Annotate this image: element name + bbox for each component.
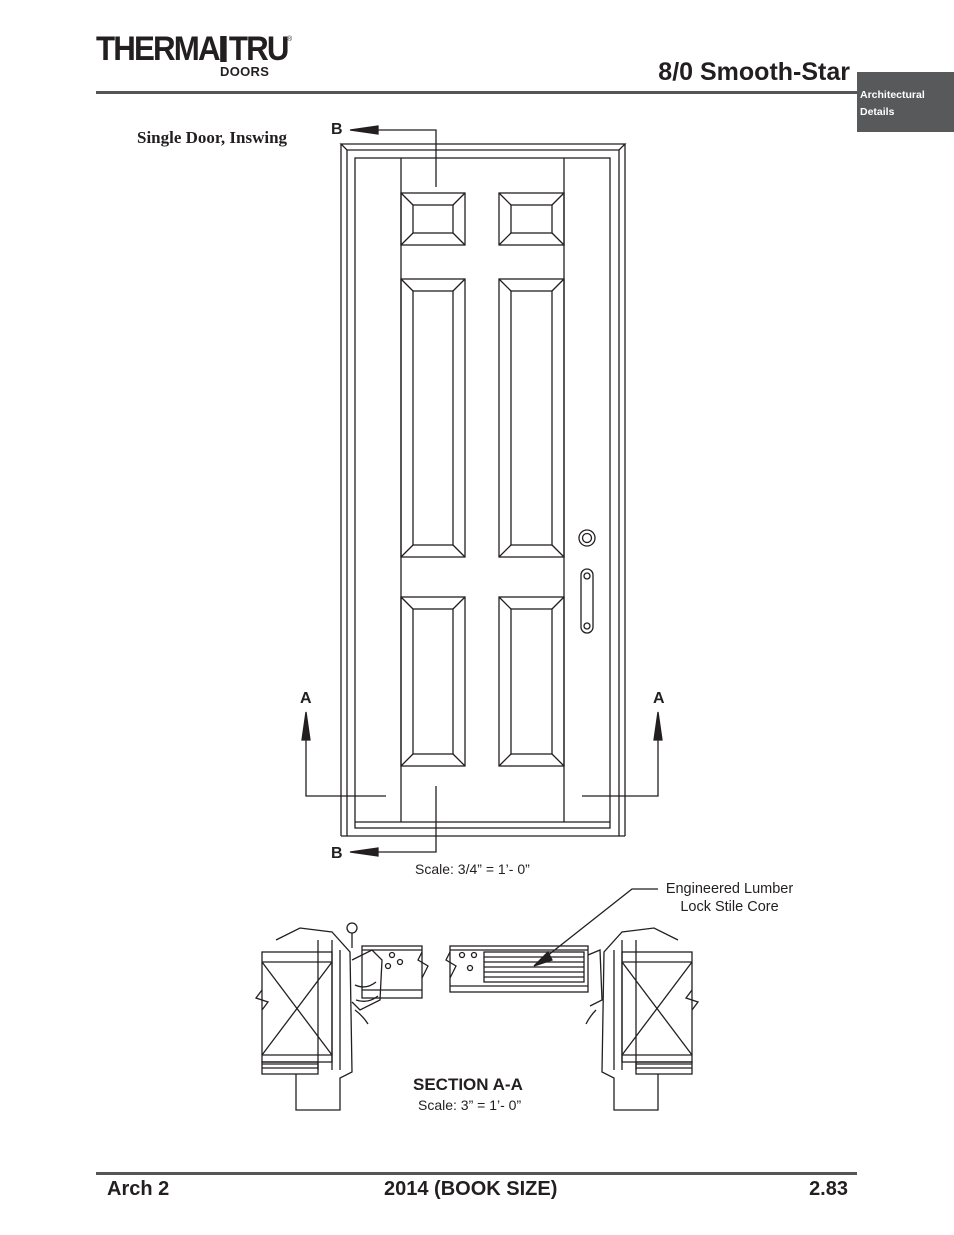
footer-divider xyxy=(96,1172,857,1175)
logo-subtitle: DOORS xyxy=(220,64,270,79)
logo-text-left: THERMA xyxy=(96,30,219,68)
section-a-markers xyxy=(302,712,662,796)
callout-label xyxy=(657,880,802,916)
middle-right-panel xyxy=(499,279,564,557)
section-b-top-label: B xyxy=(331,121,343,138)
section-detail-left-jamb xyxy=(256,923,382,1110)
callout-line-1: Engineered Lumber xyxy=(665,881,794,897)
callout-leader xyxy=(534,889,658,966)
section-detail-door-left xyxy=(362,946,428,998)
tab-line-1: Architectural xyxy=(860,89,925,101)
section-a-left-label: A xyxy=(300,690,312,707)
section-detail-door-right xyxy=(446,946,588,992)
middle-left-panel xyxy=(401,279,465,557)
elevation-scale: Scale: 3/4” = 1’- 0” xyxy=(415,861,530,877)
bottom-right-panel xyxy=(499,597,564,766)
page-title: 8/0 Smooth-Star xyxy=(658,58,850,86)
callout-line-2: Lock Stile Core xyxy=(680,899,779,915)
footer-edition: 2014 (BOOK SIZE) xyxy=(384,1178,558,1200)
door-handle-icon xyxy=(581,569,593,633)
section-a-right-label: A xyxy=(653,690,665,707)
deadbolt-icon xyxy=(579,530,595,546)
bottom-left-panel xyxy=(401,597,465,766)
tab-line-2: Details xyxy=(860,106,895,118)
section-b-markers xyxy=(350,126,436,856)
door-slab xyxy=(401,158,564,822)
door-frame xyxy=(341,144,625,836)
section-scale: Scale: 3” = 1’- 0” xyxy=(418,1097,522,1113)
footer-section: Arch 2 xyxy=(107,1178,170,1200)
section-title: SECTION A-A xyxy=(413,1075,523,1094)
elevation-label: Single Door, Inswing xyxy=(137,128,288,147)
footer-page-number: 2.83 xyxy=(809,1178,848,1200)
logo-registered-mark: ® xyxy=(287,36,293,43)
section-b-bottom-label: B xyxy=(331,845,343,862)
top-left-panel xyxy=(401,193,465,245)
logo-text-right: TRU xyxy=(228,30,288,68)
section-detail-right-jamb xyxy=(586,928,698,1110)
top-right-panel xyxy=(499,193,564,245)
